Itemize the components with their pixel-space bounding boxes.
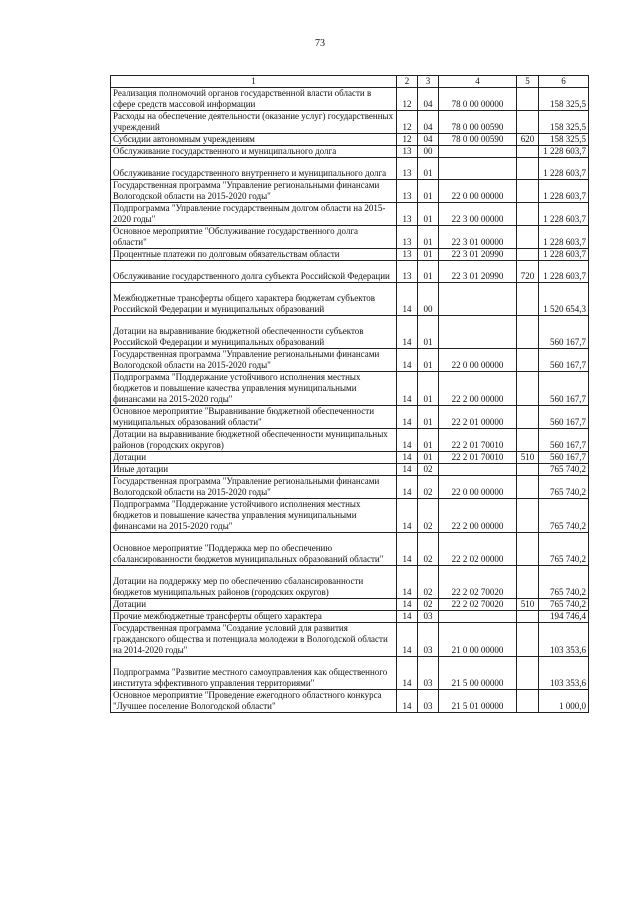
row-target-article: [439, 464, 517, 476]
row-amount: 765 740,2: [539, 499, 589, 533]
row-expense-type: [517, 657, 539, 690]
row-name: Основное мероприятие "Обслуживание государственного долга области": [111, 226, 397, 249]
row-subsection: 01: [418, 429, 439, 452]
row-amount: 1 228 603,7: [539, 249, 589, 261]
row-target-article: [439, 283, 517, 316]
row-section: 14: [397, 499, 418, 533]
row-name: Дотации на поддержку мер по обеспечению сбалансированности бюджетов муниципальных районов (городских округов): [111, 566, 397, 599]
row-amount: 560 167,7: [539, 316, 589, 349]
row-expense-type: 510: [517, 452, 539, 464]
table-row: [111, 180, 589, 203]
table-row: [111, 349, 589, 372]
row-expense-type: [517, 349, 539, 372]
row-expense-type: [517, 316, 539, 349]
row-amount: 158 325,5: [539, 88, 589, 111]
row-subsection: 01: [418, 261, 439, 283]
row-expense-type: [517, 623, 539, 657]
page-number: 73: [315, 38, 325, 49]
row-section: 12: [397, 88, 418, 111]
table-row: [111, 134, 589, 146]
row-expense-type: [517, 464, 539, 476]
row-target-article: 22 2 01 00000: [439, 406, 517, 429]
row-amount: 560 167,7: [539, 452, 589, 464]
table-row: [111, 452, 589, 464]
row-section: 14: [397, 429, 418, 452]
row-target-article: 22 3 01 20990: [439, 261, 517, 283]
row-target-article: 21 5 01 00000: [439, 690, 517, 713]
row-name: Государственная программа "Управление региональными финансами Вологодской области на 2015-2020 годы": [111, 349, 397, 372]
row-expense-type: [517, 690, 539, 713]
row-amount: 560 167,7: [539, 372, 589, 406]
row-target-article: 22 0 00 00000: [439, 349, 517, 372]
row-expense-type: 510: [517, 599, 539, 611]
row-subsection: 02: [418, 499, 439, 533]
row-target-article: 22 2 00 00000: [439, 372, 517, 406]
row-name: Основное мероприятие "Выравнивание бюджетной обеспеченности муниципальных образований области": [111, 406, 397, 429]
row-section: 13: [397, 146, 418, 158]
table-row: [111, 611, 589, 623]
row-section: 14: [397, 372, 418, 406]
table-row: [111, 599, 589, 611]
table-row: [111, 429, 589, 452]
row-amount: 765 740,2: [539, 599, 589, 611]
row-subsection: 00: [418, 283, 439, 316]
row-section: 13: [397, 203, 418, 226]
row-subsection: 01: [418, 349, 439, 372]
table-row: [111, 226, 589, 249]
row-section: 14: [397, 690, 418, 713]
table-header-row: [111, 76, 589, 88]
table-row: [111, 158, 589, 180]
row-target-article: 22 2 02 70020: [439, 566, 517, 599]
row-name: Дотации: [111, 452, 397, 464]
row-amount: 765 740,2: [539, 566, 589, 599]
row-amount: 158 325,5: [539, 134, 589, 146]
row-subsection: 01: [418, 203, 439, 226]
row-expense-type: [517, 203, 539, 226]
row-amount: 765 740,2: [539, 476, 589, 499]
row-amount: 1 228 603,7: [539, 203, 589, 226]
row-section: 14: [397, 611, 418, 623]
row-name: Дотации на выравнивание бюджетной обеспеченности субъектов Российской Федерации и муниципальных образований: [111, 316, 397, 349]
row-name: Межбюджетные трансферты общего характера бюджетам субъектов Российской Федерации и муниципальных образований: [111, 283, 397, 316]
row-name: Основное мероприятие "Поддержка мер по обеспечению сбалансированности бюджетов муниципальных образований области": [111, 533, 397, 566]
budget-table: [110, 75, 589, 713]
row-amount: 1 228 603,7: [539, 226, 589, 249]
row-expense-type: [517, 283, 539, 316]
row-target-article: 22 3 01 20990: [439, 249, 517, 261]
row-subsection: 01: [418, 316, 439, 349]
row-subsection: 03: [418, 690, 439, 713]
row-name: Подпрограмма "Поддержание устойчивого исполнения местных бюджетов и повышение качества управления муниципальными финансами на 2015-2020 годы": [111, 372, 397, 406]
row-section: 14: [397, 406, 418, 429]
row-target-article: 21 0 00 00000: [439, 623, 517, 657]
row-amount: 765 740,2: [539, 533, 589, 566]
row-name: Государственная программа "Создание условий для развития гражданского общества и потенциала молодежи в Вологодской области на 2014-2020 годы": [111, 623, 397, 657]
row-target-article: 22 2 02 00000: [439, 533, 517, 566]
row-expense-type: [517, 406, 539, 429]
row-subsection: 04: [418, 111, 439, 134]
row-section: 14: [397, 464, 418, 476]
row-subsection: 00: [418, 146, 439, 158]
row-name: Дотации на выравнивание бюджетной обеспеченности муниципальных районов (городских округов): [111, 429, 397, 452]
table-row: [111, 690, 589, 713]
row-subsection: 04: [418, 88, 439, 111]
row-name: Обслуживание государственного и муниципального долга: [111, 146, 397, 158]
row-expense-type: [517, 158, 539, 180]
row-section: 14: [397, 657, 418, 690]
table-row: [111, 203, 589, 226]
row-section: 13: [397, 226, 418, 249]
row-expense-type: [517, 146, 539, 158]
row-target-article: 78 0 00 00000: [439, 88, 517, 111]
row-subsection: 01: [418, 180, 439, 203]
row-name: Подпрограмма "Развитие местного самоуправления как общественного института эффективного управления территориями": [111, 657, 397, 690]
row-subsection: 01: [418, 406, 439, 429]
row-expense-type: [517, 111, 539, 134]
row-amount: 194 746,4: [539, 611, 589, 623]
row-subsection: 03: [418, 611, 439, 623]
row-amount: 1 228 603,7: [539, 146, 589, 158]
row-section: 12: [397, 134, 418, 146]
row-amount: 560 167,7: [539, 406, 589, 429]
row-section: 14: [397, 623, 418, 657]
row-amount: 1 228 603,7: [539, 158, 589, 180]
table-row: [111, 464, 589, 476]
row-name: Основное мероприятие "Проведение ежегодного областного конкурса "Лучшее поселение Вологодской области": [111, 690, 397, 713]
row-amount: 1 000,0: [539, 690, 589, 713]
row-section: 13: [397, 158, 418, 180]
row-subsection: 01: [418, 452, 439, 464]
row-subsection: 02: [418, 476, 439, 499]
row-name: Процентные платежи по долговым обязательствам области: [111, 249, 397, 261]
row-expense-type: 720: [517, 261, 539, 283]
column-header: 6: [539, 76, 589, 88]
row-subsection: 03: [418, 657, 439, 690]
row-expense-type: [517, 226, 539, 249]
row-target-article: 22 2 01 70010: [439, 452, 517, 464]
row-target-article: 22 3 01 00000: [439, 226, 517, 249]
row-name: Иные дотации: [111, 464, 397, 476]
table-body: [111, 88, 589, 713]
row-name: Государственная программа "Управление региональными финансами Вологодской области на 2015-2020 годы": [111, 476, 397, 499]
table-row: [111, 372, 589, 406]
table-row: [111, 623, 589, 657]
table-row: [111, 657, 589, 690]
row-amount: 158 325,5: [539, 111, 589, 134]
row-target-article: [439, 316, 517, 349]
row-target-article: 22 2 02 70020: [439, 599, 517, 611]
row-name: Субсидии автономным учреждениям: [111, 134, 397, 146]
row-amount: 1 228 603,7: [539, 261, 589, 283]
table-row: [111, 261, 589, 283]
row-section: 14: [397, 599, 418, 611]
column-header: 1: [111, 76, 397, 88]
row-name: Прочие межбюджетные трансферты общего характера: [111, 611, 397, 623]
row-target-article: 78 0 00 00590: [439, 134, 517, 146]
row-name: Подпрограмма "Поддержание устойчивого исполнения местных бюджетов и повышение качества управления муниципальными финансами на 2015-2020 годы": [111, 499, 397, 533]
table-row: [111, 533, 589, 566]
row-expense-type: 620: [517, 134, 539, 146]
row-target-article: [439, 146, 517, 158]
row-subsection: 01: [418, 372, 439, 406]
column-header: 4: [439, 76, 517, 88]
row-subsection: 02: [418, 464, 439, 476]
table-row: [111, 88, 589, 111]
row-name: Обслуживание государственного долга субъекта Российской Федерации: [111, 261, 397, 283]
row-section: 14: [397, 316, 418, 349]
row-expense-type: [517, 88, 539, 111]
table-row: [111, 249, 589, 261]
row-amount: 560 167,7: [539, 429, 589, 452]
table-row: [111, 476, 589, 499]
row-expense-type: [517, 429, 539, 452]
row-name: Государственная программа "Управление региональными финансами Вологодской области на 2015-2020 годы": [111, 180, 397, 203]
column-header: 5: [517, 76, 539, 88]
table-row: [111, 316, 589, 349]
row-name: Дотации: [111, 599, 397, 611]
column-header: 2: [397, 76, 418, 88]
row-section: 13: [397, 249, 418, 261]
row-target-article: 21 5 00 00000: [439, 657, 517, 690]
table-row: [111, 406, 589, 429]
row-subsection: 01: [418, 249, 439, 261]
row-name: Расходы на обеспечение деятельности (оказание услуг) государственных учреждений: [111, 111, 397, 134]
row-amount: 765 740,2: [539, 464, 589, 476]
row-section: 14: [397, 452, 418, 464]
row-expense-type: [517, 372, 539, 406]
row-section: 13: [397, 261, 418, 283]
row-target-article: [439, 158, 517, 180]
row-amount: 103 353,6: [539, 657, 589, 690]
row-section: 13: [397, 180, 418, 203]
row-subsection: 02: [418, 599, 439, 611]
row-name: Реализация полномочий органов государственной власти области в сфере средств массовой информации: [111, 88, 397, 111]
row-amount: 1 228 603,7: [539, 180, 589, 203]
row-section: 12: [397, 111, 418, 134]
table-row: [111, 566, 589, 599]
row-expense-type: [517, 499, 539, 533]
row-expense-type: [517, 249, 539, 261]
row-section: 14: [397, 476, 418, 499]
row-subsection: 01: [418, 158, 439, 180]
row-subsection: 04: [418, 134, 439, 146]
row-target-article: 22 0 00 00000: [439, 476, 517, 499]
row-section: 14: [397, 566, 418, 599]
row-target-article: 78 0 00 00590: [439, 111, 517, 134]
row-amount: 560 167,7: [539, 349, 589, 372]
row-target-article: 22 2 00 00000: [439, 499, 517, 533]
row-amount: 103 353,6: [539, 623, 589, 657]
row-amount: 1 520 654,3: [539, 283, 589, 316]
row-name: Обслуживание государственного внутреннего и муниципального долга: [111, 158, 397, 180]
row-subsection: 01: [418, 226, 439, 249]
row-target-article: 22 3 00 00000: [439, 203, 517, 226]
row-name: Подпрограмма "Управление государственным долгом области на 2015-2020 годы": [111, 203, 397, 226]
table-row: [111, 111, 589, 134]
row-subsection: 03: [418, 623, 439, 657]
row-section: 14: [397, 533, 418, 566]
row-target-article: [439, 611, 517, 623]
row-subsection: 02: [418, 566, 439, 599]
row-section: 14: [397, 283, 418, 316]
row-target-article: 22 0 00 00000: [439, 180, 517, 203]
row-section: 14: [397, 349, 418, 372]
row-expense-type: [517, 533, 539, 566]
row-expense-type: [517, 180, 539, 203]
table-row: [111, 146, 589, 158]
row-subsection: 02: [418, 533, 439, 566]
row-expense-type: [517, 566, 539, 599]
row-expense-type: [517, 611, 539, 623]
row-target-article: 22 2 01 70010: [439, 429, 517, 452]
row-expense-type: [517, 476, 539, 499]
table-row: [111, 283, 589, 316]
table-row: [111, 499, 589, 533]
column-header: 3: [418, 76, 439, 88]
